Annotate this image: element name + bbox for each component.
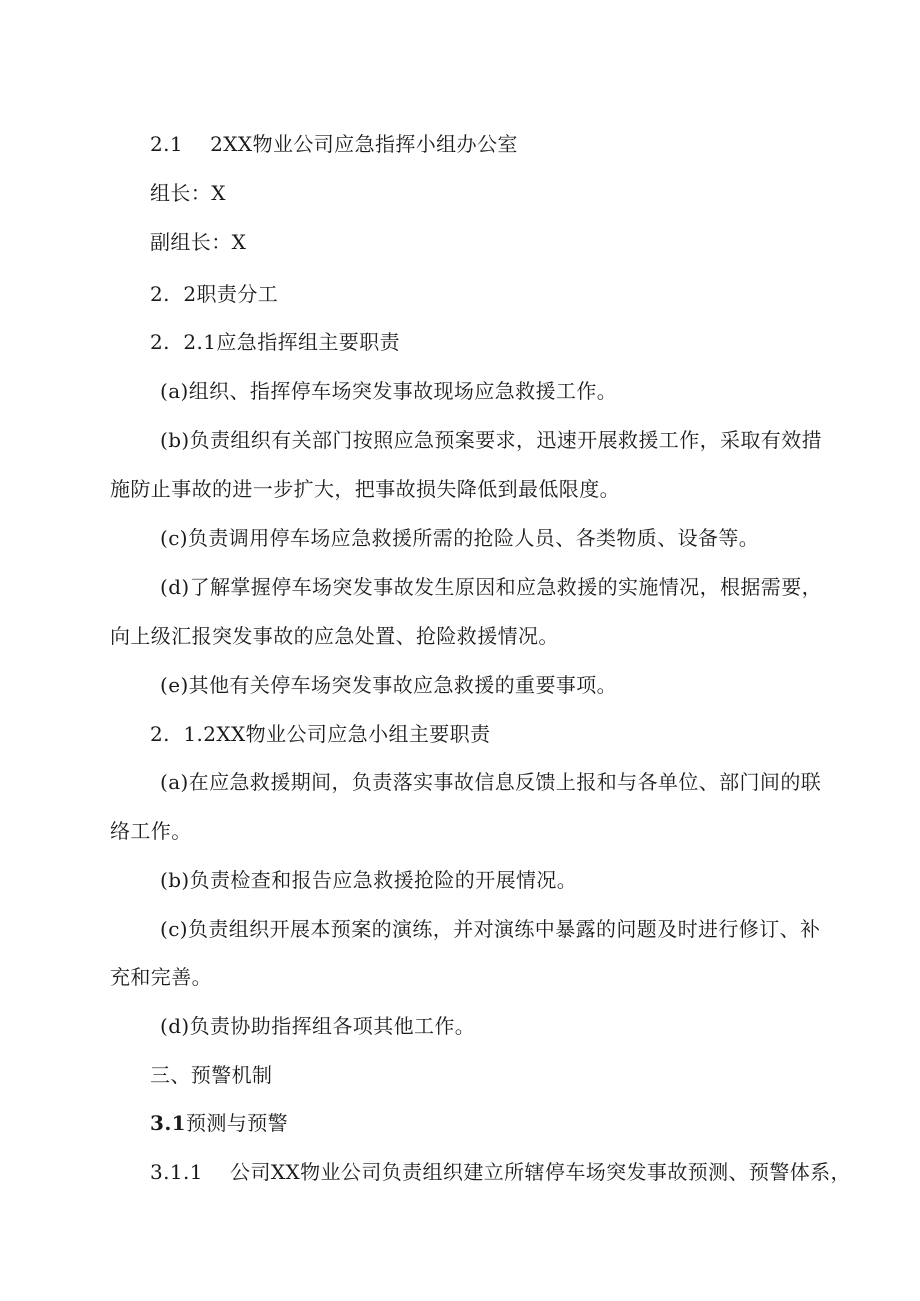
team-item-c: (c)负责组织开展本预案的演练，并对演练中暴露的问题及时进行修订、补 — [160, 917, 821, 941]
team-item-a: (a)在应急救援期间，负责落实事故信息反馈上报和与各单位、部门间的联 — [160, 770, 822, 794]
paragraph-3-1-1: 3.1.1 公司XX物业公司负责组织建立所辖停车场突发事故预测、预警体系， — [150, 1160, 851, 1184]
duty-item-e: (e)其他有关停车场突发事故应急救援的重要事项。 — [160, 673, 618, 697]
heading-3-1-number: 3.1 — [150, 1111, 186, 1135]
team-item-c-cont: 充和完善。 — [110, 965, 212, 989]
deputy-leader-line: 副组长：X — [150, 230, 247, 254]
leader-line: 组长：X — [150, 181, 226, 205]
duty-item-d-cont: 向上级汇报突发事故的应急处置、抢险救援情况。 — [110, 624, 559, 648]
duty-item-a: (a)组织、指挥停车场突发事故现场应急救援工作。 — [160, 379, 618, 403]
heading-2-1: 2.1 2XX物业公司应急指挥小组办公室 — [150, 132, 518, 156]
duty-item-b: (b)负责组织有关部门按照应急预案要求，迅速开展救援工作，采取有效措 — [160, 428, 823, 452]
heading-2-2-1: 2. 2.1应急指挥组主要职责 — [150, 330, 401, 354]
heading-2-2: 2. 2职责分工 — [150, 282, 279, 306]
heading-3-1-title: 预测与预警 — [186, 1111, 288, 1135]
team-item-d: (d)负责协助指挥组各项其他工作。 — [160, 1014, 476, 1038]
section-3-heading: 三、预警机制 — [150, 1063, 273, 1087]
team-item-a-cont: 络工作。 — [110, 819, 192, 843]
duty-item-c: (c)负责调用停车场应急救援所需的抢险人员、各类物质、设备等。 — [160, 526, 760, 550]
duty-item-b-cont: 施防止事故的进一步扩大，把事故损失降低到最低限度。 — [110, 477, 620, 501]
team-item-b: (b)负责检查和报告应急救援抢险的开展情况。 — [160, 868, 578, 892]
heading-2-1-2: 2. 1.2XX物业公司应急小组主要职责 — [150, 722, 491, 746]
duty-item-d: (d)了解掌握停车场突发事故发生原因和应急救援的实施情况，根据需要， — [160, 575, 823, 599]
heading-3-1 — [150, 1109, 288, 1137]
